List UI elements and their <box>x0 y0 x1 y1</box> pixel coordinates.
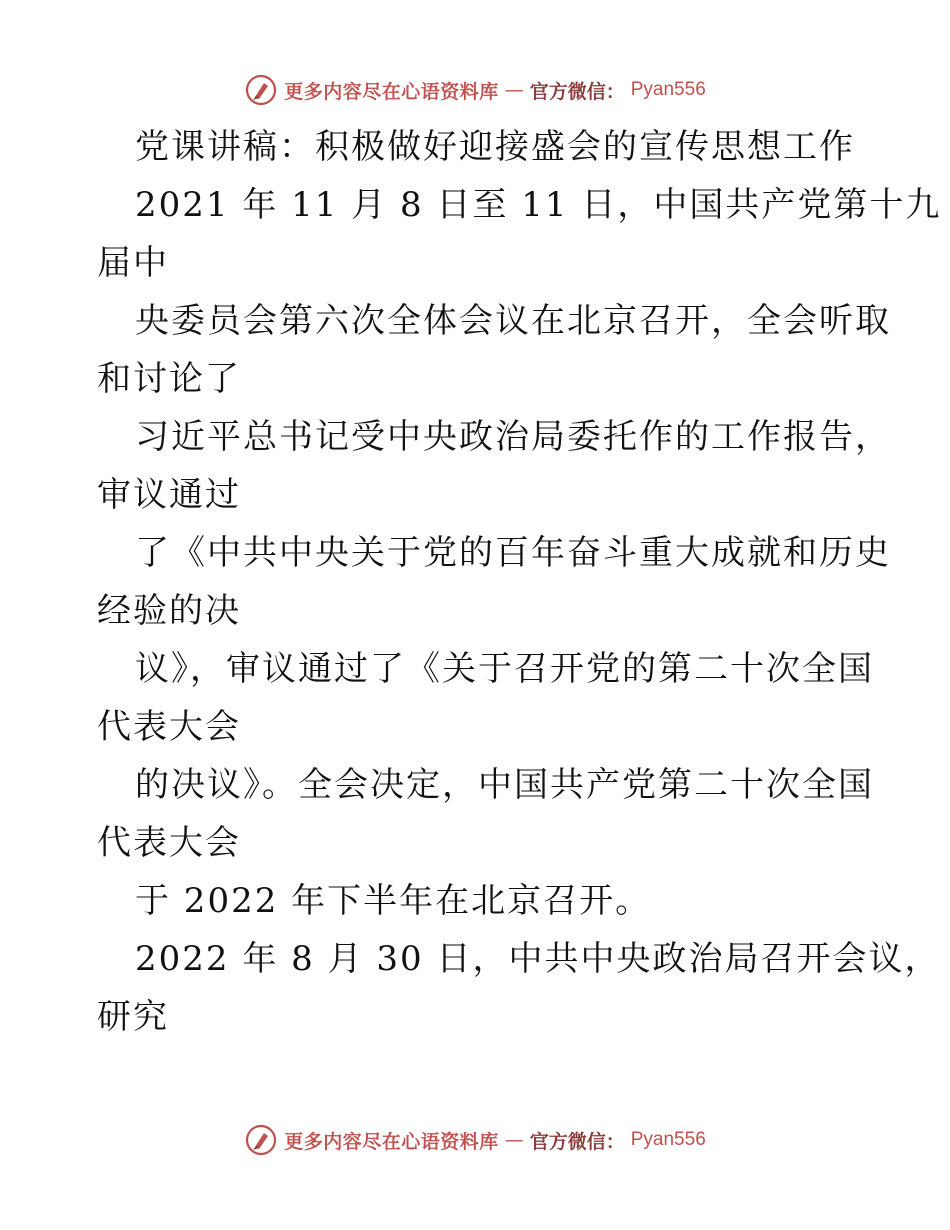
watermark-wechat-label: 官方微信： <box>529 1130 625 1153</box>
pen-nib-logo-icon <box>244 1123 278 1157</box>
watermark-dash: — <box>504 79 524 101</box>
text-line: 和讨论了 <box>97 359 241 399</box>
document-title: 党课讲稿：积极做好迎接盛会的宣传思想工作 <box>135 127 855 167</box>
text-line: 研究 <box>97 997 169 1037</box>
text-line: 代表大会 <box>97 823 241 863</box>
text-line: 习近平总书记受中央政治局委托作的工作报告， <box>135 417 891 457</box>
watermark-wechat-label: 官方微信： <box>529 80 625 103</box>
watermark-wechat-id: Pyan556 <box>630 1129 706 1150</box>
watermark-dash: — <box>504 1129 524 1151</box>
text-line: 议》，审议通过了《关于召开党的第二十次全国 <box>135 649 874 689</box>
text-line: 审议通过 <box>97 475 241 515</box>
watermark-main-text: 更多内容尽在心语资料库 <box>284 1130 499 1153</box>
header-watermark <box>0 70 950 110</box>
watermark-wechat-id: Pyan556 <box>630 79 706 100</box>
text-line: 的决议》。全会决定，中国共产党第二十次全国 <box>135 765 874 805</box>
text-line: 央委员会第六次全体会议在北京召开，全会听取 <box>135 301 891 341</box>
text-line: 于 2022 年下半年在北京召开。 <box>135 881 652 921</box>
text-line: 代表大会 <box>97 707 241 747</box>
text-line: 2021 年 11 月 8 日至 11 日，中国共产党第十九 <box>135 185 942 225</box>
text-line: 2022 年 8 月 30 日，中共中央政治局召开会议， <box>135 939 941 979</box>
text-line: 届中 <box>97 243 169 283</box>
pen-nib-logo-icon <box>244 73 278 107</box>
footer-watermark <box>0 1120 950 1160</box>
text-line: 经验的决 <box>97 591 241 631</box>
text-line: 了《中共中央关于党的百年奋斗重大成就和历史 <box>135 533 891 573</box>
document-body <box>97 118 942 1046</box>
watermark-main-text: 更多内容尽在心语资料库 <box>284 80 499 103</box>
